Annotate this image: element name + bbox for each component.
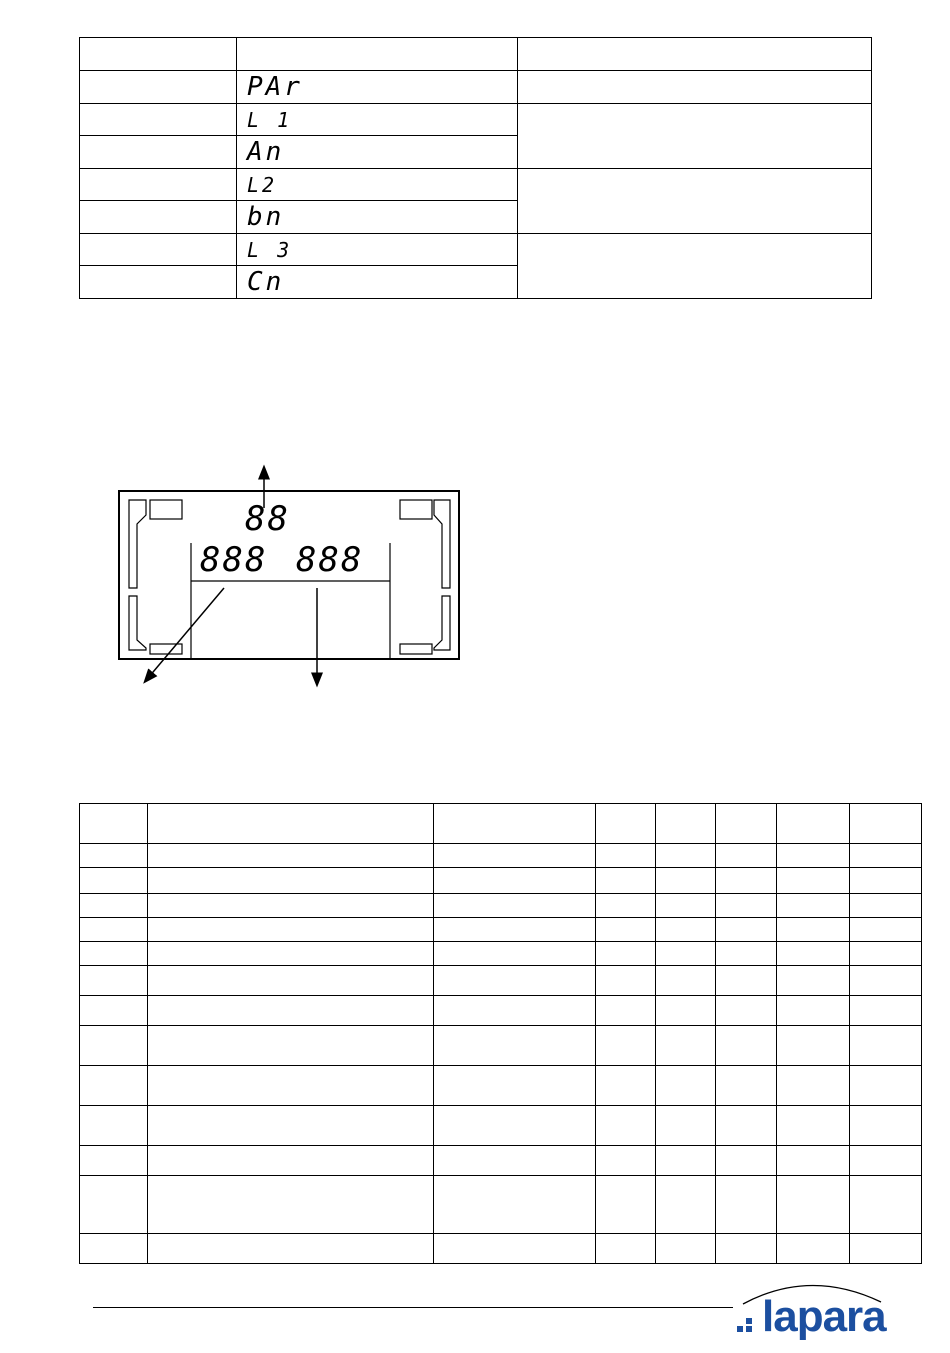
table-cell xyxy=(148,1026,434,1066)
table-cell xyxy=(148,1066,434,1106)
table-cell xyxy=(850,918,922,942)
table-row xyxy=(80,942,922,966)
table-cell xyxy=(777,1176,850,1234)
table-cell xyxy=(434,1146,596,1176)
footer-rule xyxy=(93,1307,733,1308)
table-cell xyxy=(716,1106,777,1146)
table-cell xyxy=(434,996,596,1026)
table-cell xyxy=(596,1066,656,1106)
table-cell xyxy=(850,966,922,996)
table-cell xyxy=(777,894,850,918)
table-cell xyxy=(777,996,850,1026)
logo: lapara xyxy=(762,1292,886,1341)
table-cell xyxy=(716,1146,777,1176)
table-cell xyxy=(148,804,434,844)
table-cell xyxy=(80,1234,148,1264)
table-cell xyxy=(850,1106,922,1146)
table-cell xyxy=(148,966,434,996)
table-cell xyxy=(850,844,922,868)
table-cell xyxy=(80,868,148,894)
lcd-code: Cn xyxy=(247,267,285,297)
table-cell xyxy=(434,1106,596,1146)
table-cell xyxy=(434,804,596,844)
table-cell xyxy=(596,1106,656,1146)
table-cell xyxy=(80,804,148,844)
table-row xyxy=(80,1176,922,1234)
table-row xyxy=(80,1234,922,1264)
table-cell xyxy=(656,918,716,942)
table-cell xyxy=(434,844,596,868)
table-cell xyxy=(656,1026,716,1066)
lcd-code: PAr xyxy=(247,72,303,102)
table-cell xyxy=(777,1234,850,1264)
table-cell xyxy=(148,942,434,966)
table-cell xyxy=(148,1234,434,1264)
table-cell xyxy=(716,1026,777,1066)
table-cell xyxy=(80,966,148,996)
table-row xyxy=(80,71,872,104)
table-cell xyxy=(596,894,656,918)
table-cell xyxy=(596,996,656,1026)
table-cell xyxy=(777,1026,850,1066)
table-cell xyxy=(716,942,777,966)
table-cell xyxy=(596,942,656,966)
table-cell xyxy=(434,966,596,996)
table-cell xyxy=(777,942,850,966)
table-row xyxy=(80,966,922,996)
table-row xyxy=(80,1026,922,1066)
table-cell xyxy=(850,1146,922,1176)
table-cell xyxy=(656,894,716,918)
lcd-left-digits: 888 xyxy=(200,540,268,580)
table-cell xyxy=(716,966,777,996)
table-cell xyxy=(434,1026,596,1066)
table-row xyxy=(80,1066,922,1106)
lcd-left-bar-icon xyxy=(129,500,182,654)
table-cell xyxy=(656,1146,716,1176)
table-cell xyxy=(716,844,777,868)
table-cell xyxy=(850,942,922,966)
lcd-right-bar-icon xyxy=(400,500,450,654)
table-cell xyxy=(777,918,850,942)
table-row xyxy=(80,234,872,266)
lcd-right-digits: 888 xyxy=(296,540,364,580)
table-cell xyxy=(148,1146,434,1176)
table-cell xyxy=(434,894,596,918)
lcd-diagram xyxy=(0,460,950,690)
table-cell xyxy=(850,804,922,844)
table-cell xyxy=(716,1066,777,1106)
table-cell xyxy=(596,1146,656,1176)
table-row xyxy=(80,169,872,201)
table-cell xyxy=(850,894,922,918)
table-cell xyxy=(716,894,777,918)
table-row xyxy=(80,918,922,942)
table-cell xyxy=(850,1234,922,1264)
table-cell xyxy=(596,1026,656,1066)
table-header-row xyxy=(80,38,872,71)
table-cell xyxy=(80,894,148,918)
parameter-code-table xyxy=(79,37,872,299)
table-cell xyxy=(148,868,434,894)
table-row xyxy=(80,894,922,918)
table-cell xyxy=(434,868,596,894)
table-cell xyxy=(850,868,922,894)
table-cell xyxy=(434,1176,596,1234)
table-cell xyxy=(596,868,656,894)
table-cell xyxy=(80,918,148,942)
table-cell xyxy=(596,844,656,868)
table-cell xyxy=(716,918,777,942)
table-cell xyxy=(850,1176,922,1234)
table-cell xyxy=(716,996,777,1026)
table-cell xyxy=(434,1234,596,1264)
table-cell xyxy=(80,1176,148,1234)
table-cell xyxy=(80,1066,148,1106)
table-cell xyxy=(777,844,850,868)
table-cell xyxy=(434,918,596,942)
table-cell xyxy=(656,1066,716,1106)
table-row xyxy=(80,844,922,868)
table-cell xyxy=(148,894,434,918)
lcd-code: L2 xyxy=(247,172,278,197)
table-cell xyxy=(656,966,716,996)
table-cell xyxy=(656,804,716,844)
table-cell xyxy=(777,1146,850,1176)
table-cell xyxy=(596,804,656,844)
table-cell xyxy=(777,1106,850,1146)
lcd-code: bn xyxy=(247,202,285,232)
table-cell xyxy=(656,996,716,1026)
table-row xyxy=(80,1106,922,1146)
table-cell xyxy=(716,1176,777,1234)
table-cell xyxy=(148,996,434,1026)
table-cell xyxy=(80,1106,148,1146)
table-cell xyxy=(596,966,656,996)
table-cell xyxy=(656,1234,716,1264)
logo-icon xyxy=(737,1318,759,1336)
table-cell xyxy=(656,942,716,966)
table-cell xyxy=(850,1026,922,1066)
table-cell xyxy=(656,1176,716,1234)
table-cell xyxy=(850,1066,922,1106)
table-cell xyxy=(148,918,434,942)
table-row xyxy=(80,868,922,894)
table-header-row xyxy=(80,804,922,844)
table-row xyxy=(80,996,922,1026)
table-cell xyxy=(716,868,777,894)
table-cell xyxy=(148,1106,434,1146)
table-cell xyxy=(716,804,777,844)
lcd-code: An xyxy=(247,137,285,167)
table-cell xyxy=(716,1234,777,1264)
table-cell xyxy=(148,1176,434,1234)
table-cell xyxy=(656,1106,716,1146)
table-cell xyxy=(777,966,850,996)
table-cell xyxy=(80,844,148,868)
table-cell xyxy=(80,996,148,1026)
lcd-code: L 1 xyxy=(247,107,293,132)
settings-table xyxy=(79,803,922,1264)
table-cell xyxy=(80,1146,148,1176)
table-cell xyxy=(434,1066,596,1106)
table-cell xyxy=(777,868,850,894)
table-cell xyxy=(80,942,148,966)
table-row xyxy=(80,104,872,136)
table-cell xyxy=(850,996,922,1026)
lcd-code: L 3 xyxy=(247,237,293,262)
callout-arrow-left xyxy=(148,588,224,678)
table-cell xyxy=(434,942,596,966)
table-cell xyxy=(148,844,434,868)
table-cell xyxy=(777,1066,850,1106)
table-cell xyxy=(596,1176,656,1234)
lcd-top-digits: 88 xyxy=(245,499,290,539)
table-cell xyxy=(80,1026,148,1066)
table-cell xyxy=(777,804,850,844)
table-cell xyxy=(596,1234,656,1264)
table-row xyxy=(80,1146,922,1176)
table-cell xyxy=(596,918,656,942)
table-cell xyxy=(656,868,716,894)
table-cell xyxy=(656,844,716,868)
